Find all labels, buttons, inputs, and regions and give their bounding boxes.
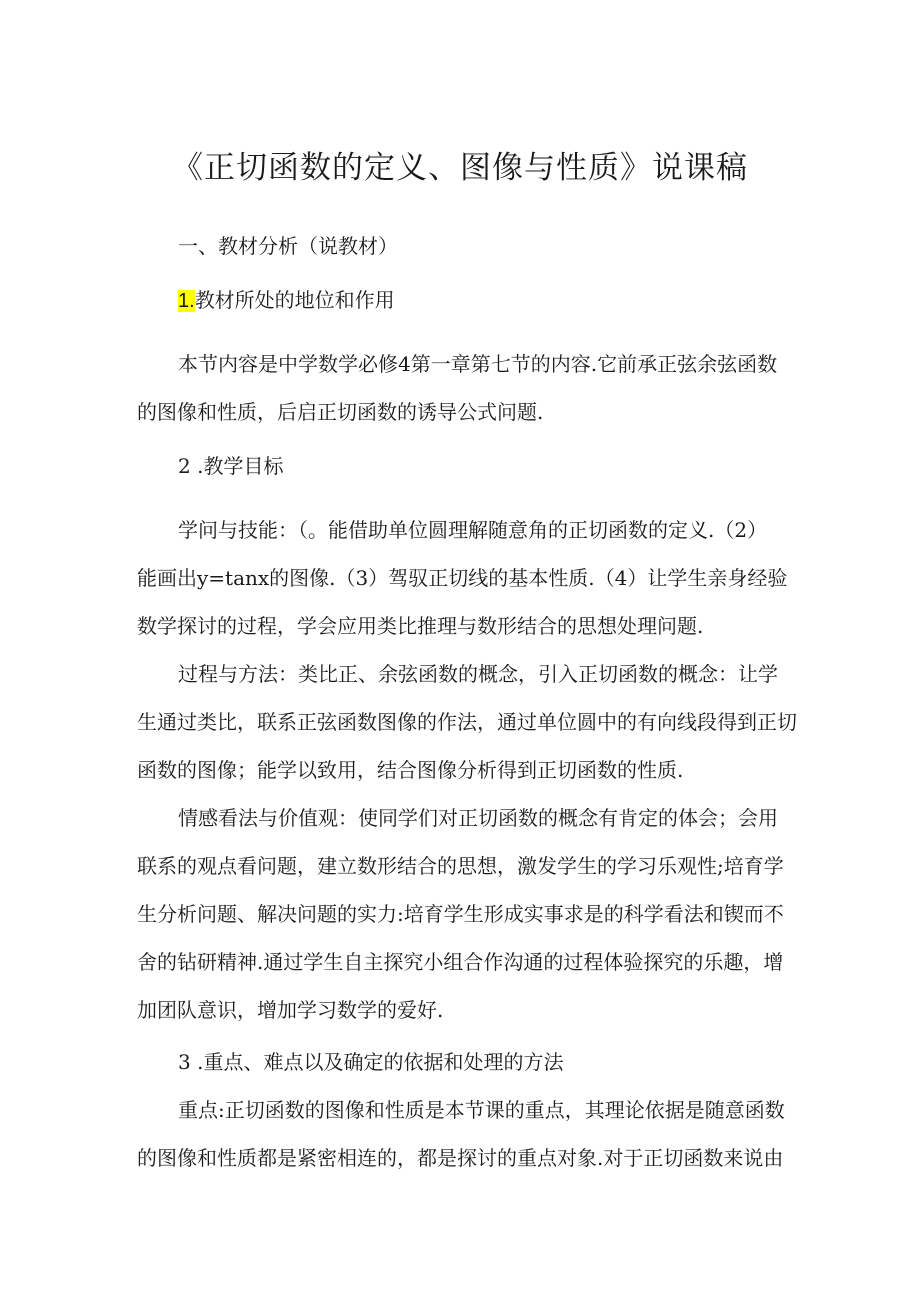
paragraph-line: 生通过类比，联系正弦函数图像的作法，通过单位圆中的有向线段得到正切 bbox=[137, 710, 797, 734]
paragraph-line: 数学探讨的过程，学会应用类比推理与数形结合的思想处理问题. bbox=[137, 614, 704, 638]
paragraph-line: 加团队意识，增加学习数学的爱好. bbox=[137, 998, 444, 1022]
paragraph-line: 函数的图像；能学以致用，结合图像分析得到正切函数的性质. bbox=[137, 758, 684, 782]
paragraph-line: 舍的钻研精神.通过学生自主探究小组合作沟通的过程体验探究的乐趣，增 bbox=[137, 950, 784, 974]
paragraph-line: 过程与方法：类比正、余弦函数的概念，引入正切函数的概念：让学 bbox=[178, 662, 778, 686]
item-heading-1-label: 教材所处的地位和作用 bbox=[194, 288, 395, 312]
paragraph-line: 的图像和性质，后启正切函数的诱导公式问题. bbox=[137, 400, 544, 424]
paragraph-line: 情感看法与价值观：使同学们对正切函数的概念有肯定的体会；会用 bbox=[178, 806, 778, 830]
paragraph-line: 生分析问题、解决问题的实力:培育学生形成实事求是的科学看法和锲而不 bbox=[137, 902, 784, 926]
highlighted-number: 1. bbox=[178, 290, 195, 312]
document-title: 《正切函数的定义、图像与性质》说课稿 bbox=[172, 150, 748, 186]
item-heading-3: 3 .重点、难点以及确定的依据和处理的方法 bbox=[178, 1050, 564, 1074]
paragraph-line: 联系的观点看问题，建立数形结合的思想，激发学生的学习乐观性;培育学 bbox=[137, 854, 784, 878]
paragraph-line: 的图像和性质都是紧密相连的，都是探讨的重点对象.对于正切函数来说由 bbox=[137, 1146, 784, 1170]
paragraph-line: 能画出y=tanx的图像.（3）驾驭正切线的基本性质.（4）让学生亲身经验 bbox=[137, 566, 788, 590]
paragraph-line: 重点:正切函数的图像和性质是本节课的重点，其理论依据是随意函数 bbox=[178, 1098, 785, 1122]
paragraph-line: 学问与技能：（。能借助单位圆理解随意角的正切函数的定义.（2） bbox=[178, 518, 768, 542]
item-heading-2: 2 .教学目标 bbox=[178, 454, 284, 478]
section-heading: 一、教材分析（说教材） bbox=[178, 234, 398, 258]
paragraph-line: 本节内容是中学数学必修4第一章第七节的内容.它前承正弦余弦函数 bbox=[178, 352, 778, 376]
item-heading-1 bbox=[178, 284, 838, 317]
